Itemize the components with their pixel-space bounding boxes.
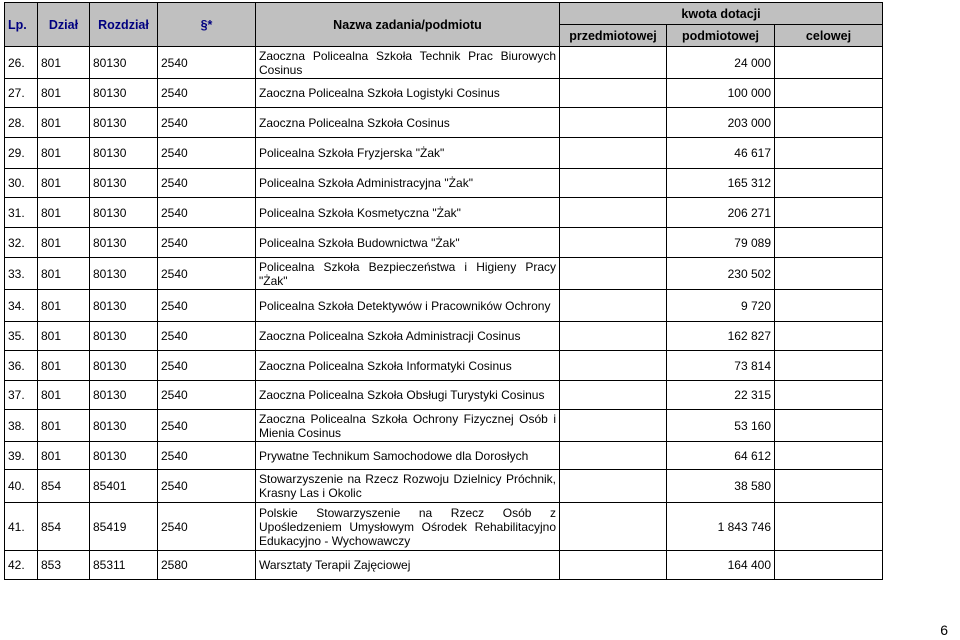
header-celowej: celowej: [775, 25, 883, 47]
table-row: [5, 108, 883, 138]
row-dzial: 801: [38, 228, 90, 258]
row-name: Policealna Szkoła Administracyjna "Żak": [256, 169, 560, 198]
row-rozdzial: 85311: [90, 551, 158, 580]
row-dzial: 801: [38, 108, 90, 138]
row-przedmiotowej: [560, 381, 667, 410]
row-podmiotowej: 38 580: [667, 470, 775, 503]
row-paragraph: 2540: [158, 290, 256, 322]
row-podmiotowej: 9 720: [667, 290, 775, 322]
row-rozdzial: 80130: [90, 381, 158, 410]
row-rozdzial: 80130: [90, 47, 158, 79]
row-lp: 39.: [5, 442, 38, 470]
row-przedmiotowej: [560, 258, 667, 290]
row-przedmiotowej: [560, 470, 667, 503]
row-lp: 30.: [5, 169, 38, 198]
row-name: Policealna Szkoła Bezpieczeństwa i Higieny Pracy "Żak": [256, 258, 560, 290]
row-podmiotowej: 164 400: [667, 551, 775, 580]
table-row: [5, 290, 883, 322]
row-dzial: 801: [38, 410, 90, 442]
row-przedmiotowej: [560, 551, 667, 580]
row-rozdzial: 80130: [90, 169, 158, 198]
row-dzial: 801: [38, 47, 90, 79]
row-lp: 37.: [5, 381, 38, 410]
row-rozdzial: 80130: [90, 108, 158, 138]
row-podmiotowej: 24 000: [667, 47, 775, 79]
table-row: [5, 381, 883, 410]
header-podmiotowej: podmiotowej: [667, 25, 775, 47]
row-celowej: [775, 442, 883, 470]
header-row: [5, 3, 883, 25]
row-przedmiotowej: [560, 198, 667, 228]
row-celowej: [775, 322, 883, 351]
row-dzial: 801: [38, 442, 90, 470]
row-celowej: [775, 381, 883, 410]
header-przedmiotowej: przedmiotowej: [560, 25, 667, 47]
table-row: [5, 228, 883, 258]
row-rozdzial: 80130: [90, 198, 158, 228]
row-name: Policealna Szkoła Detektywów i Pracowników Ochrony: [256, 290, 560, 322]
row-celowej: [775, 108, 883, 138]
table-row: [5, 138, 883, 169]
row-podmiotowej: 22 315: [667, 381, 775, 410]
table-row: [5, 410, 883, 442]
row-paragraph: 2540: [158, 503, 256, 551]
row-dzial: 801: [38, 351, 90, 381]
row-podmiotowej: 46 617: [667, 138, 775, 169]
table-row: [5, 198, 883, 228]
row-celowej: [775, 169, 883, 198]
row-lp: 32.: [5, 228, 38, 258]
row-paragraph: 2540: [158, 198, 256, 228]
header-paragraph: §*: [158, 3, 256, 47]
row-rozdzial: 85419: [90, 503, 158, 551]
row-paragraph: 2540: [158, 410, 256, 442]
row-lp: 40.: [5, 470, 38, 503]
row-przedmiotowej: [560, 138, 667, 169]
row-podmiotowej: 230 502: [667, 258, 775, 290]
table-row: [5, 47, 883, 79]
subsidy-table: [4, 2, 883, 580]
row-celowej: [775, 351, 883, 381]
row-celowej: [775, 551, 883, 580]
row-dzial: 801: [38, 198, 90, 228]
row-paragraph: 2540: [158, 381, 256, 410]
row-podmiotowej: 53 160: [667, 410, 775, 442]
row-paragraph: 2540: [158, 470, 256, 503]
row-podmiotowej: 206 271: [667, 198, 775, 228]
row-name: Zaoczna Policealna Szkoła Cosinus: [256, 108, 560, 138]
row-przedmiotowej: [560, 169, 667, 198]
table-row: [5, 442, 883, 470]
row-dzial: 854: [38, 503, 90, 551]
row-rozdzial: 80130: [90, 228, 158, 258]
row-name: Policealna Szkoła Budownictwa "Żak": [256, 228, 560, 258]
row-rozdzial: 80130: [90, 322, 158, 351]
table-row: [5, 258, 883, 290]
row-name: Stowarzyszenie na Rzecz Rozwoju Dzielnicy Próchnik, Krasny Las i Okolic: [256, 470, 560, 503]
table-row: [5, 503, 883, 551]
row-celowej: [775, 290, 883, 322]
row-name: Prywatne Technikum Samochodowe dla Dorosłych: [256, 442, 560, 470]
row-dzial: 801: [38, 169, 90, 198]
row-celowej: [775, 138, 883, 169]
row-paragraph: 2540: [158, 322, 256, 351]
row-lp: 34.: [5, 290, 38, 322]
page-number: 6: [940, 622, 948, 638]
row-dzial: 801: [38, 258, 90, 290]
row-paragraph: 2540: [158, 442, 256, 470]
header-nazwa: Nazwa zadania/podmiotu: [256, 3, 560, 47]
row-rozdzial: 80130: [90, 410, 158, 442]
row-rozdzial: 80130: [90, 351, 158, 381]
row-name: Zaoczna Policealna Szkoła Informatyki Cosinus: [256, 351, 560, 381]
row-podmiotowej: 162 827: [667, 322, 775, 351]
row-celowej: [775, 228, 883, 258]
row-name: Zaoczna Policealna Szkoła Logistyki Cosinus: [256, 79, 560, 108]
row-paragraph: 2580: [158, 551, 256, 580]
row-przedmiotowej: [560, 290, 667, 322]
row-przedmiotowej: [560, 442, 667, 470]
row-rozdzial: 80130: [90, 290, 158, 322]
row-przedmiotowej: [560, 228, 667, 258]
row-przedmiotowej: [560, 503, 667, 551]
row-dzial: 854: [38, 470, 90, 503]
row-paragraph: 2540: [158, 228, 256, 258]
table-row: [5, 322, 883, 351]
row-celowej: [775, 503, 883, 551]
header-dzial: Dział: [38, 3, 90, 47]
row-lp: 36.: [5, 351, 38, 381]
row-name: Zaoczna Policealna Szkoła Ochrony Fizycznej Osób i Mienia Cosinus: [256, 410, 560, 442]
row-podmiotowej: 100 000: [667, 79, 775, 108]
row-podmiotowej: 165 312: [667, 169, 775, 198]
row-dzial: 801: [38, 381, 90, 410]
header-lp: Lp.: [5, 3, 38, 47]
row-lp: 35.: [5, 322, 38, 351]
header-rozdzial: Rozdział: [90, 3, 158, 47]
row-dzial: 801: [38, 290, 90, 322]
row-podmiotowej: 64 612: [667, 442, 775, 470]
table-row: [5, 351, 883, 381]
row-name: Warsztaty Terapii Zajęciowej: [256, 551, 560, 580]
table-row: [5, 470, 883, 503]
row-lp: 31.: [5, 198, 38, 228]
row-dzial: 801: [38, 138, 90, 169]
table-body: [5, 47, 883, 580]
row-lp: 38.: [5, 410, 38, 442]
row-lp: 41.: [5, 503, 38, 551]
row-rozdzial: 80130: [90, 258, 158, 290]
row-lp: 29.: [5, 138, 38, 169]
row-name: Policealna Szkoła Fryzjerska "Żak": [256, 138, 560, 169]
row-przedmiotowej: [560, 47, 667, 79]
row-rozdzial: 80130: [90, 442, 158, 470]
row-paragraph: 2540: [158, 47, 256, 79]
row-lp: 26.: [5, 47, 38, 79]
row-dzial: 801: [38, 322, 90, 351]
row-rozdzial: 80130: [90, 138, 158, 169]
row-przedmiotowej: [560, 351, 667, 381]
row-name: Zaoczna Policealna Szkoła Technik Prac Biurowych Cosinus: [256, 47, 560, 79]
row-lp: 33.: [5, 258, 38, 290]
row-celowej: [775, 79, 883, 108]
row-dzial: 801: [38, 79, 90, 108]
header-kwota: kwota dotacji: [560, 3, 883, 25]
row-przedmiotowej: [560, 79, 667, 108]
row-celowej: [775, 258, 883, 290]
row-podmiotowej: 73 814: [667, 351, 775, 381]
table-row: [5, 551, 883, 580]
row-paragraph: 2540: [158, 138, 256, 169]
row-paragraph: 2540: [158, 108, 256, 138]
row-rozdzial: 85401: [90, 470, 158, 503]
row-paragraph: 2540: [158, 169, 256, 198]
table-row: [5, 169, 883, 198]
row-lp: 28.: [5, 108, 38, 138]
row-podmiotowej: 79 089: [667, 228, 775, 258]
row-dzial: 853: [38, 551, 90, 580]
row-celowej: [775, 198, 883, 228]
row-przedmiotowej: [560, 322, 667, 351]
row-celowej: [775, 470, 883, 503]
row-name: Zaoczna Policealna Szkoła Obsługi Turystyki Cosinus: [256, 381, 560, 410]
table-row: [5, 79, 883, 108]
row-paragraph: 2540: [158, 258, 256, 290]
row-celowej: [775, 47, 883, 79]
row-paragraph: 2540: [158, 351, 256, 381]
row-name: Polskie Stowarzyszenie na Rzecz Osób z Upośledzeniem Umysłowym Ośrodek Rehabilitacyjno Edukacyjno - Wychowawczy: [256, 503, 560, 551]
row-rozdzial: 80130: [90, 79, 158, 108]
row-przedmiotowej: [560, 410, 667, 442]
row-name: Policealna Szkoła Kosmetyczna "Żak": [256, 198, 560, 228]
row-podmiotowej: 203 000: [667, 108, 775, 138]
row-name: Zaoczna Policealna Szkoła Administracji Cosinus: [256, 322, 560, 351]
row-lp: 27.: [5, 79, 38, 108]
row-celowej: [775, 410, 883, 442]
row-paragraph: 2540: [158, 79, 256, 108]
row-podmiotowej: 1 843 746: [667, 503, 775, 551]
row-przedmiotowej: [560, 108, 667, 138]
row-lp: 42.: [5, 551, 38, 580]
